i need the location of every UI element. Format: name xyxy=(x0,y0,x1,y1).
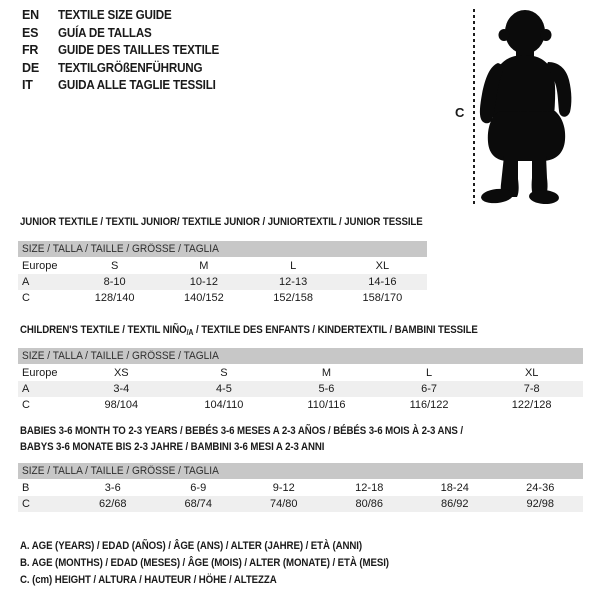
size-cell: S xyxy=(110,260,119,272)
size-cell: 12-13 xyxy=(279,276,308,288)
size-cell: 98/104 xyxy=(104,399,139,411)
size-table-babies xyxy=(18,463,583,512)
language-code: IT xyxy=(22,78,33,92)
language-title-list xyxy=(22,7,231,95)
size-cell: 122/128 xyxy=(511,399,552,411)
language-title: TEXTILGRÖßENFÜHRUNG xyxy=(58,60,203,75)
language-code: ES xyxy=(22,25,39,40)
size-cell: 12-18 xyxy=(355,482,384,494)
size-header-bar xyxy=(18,241,427,257)
row-label: B xyxy=(22,482,30,494)
row-label: C xyxy=(22,292,30,304)
size-cell: 7-8 xyxy=(523,383,540,395)
size-header-bar xyxy=(18,348,583,364)
language-code: EN xyxy=(22,8,39,22)
footnote-c: C. (cm) HEIGHT / ALTURA / HAUTEUR / HÖHE / ALTEZZA xyxy=(20,574,277,586)
size-cell: L xyxy=(426,367,433,379)
language-title: TEXTILE SIZE GUIDE xyxy=(58,8,172,22)
size-cell: 128/140 xyxy=(94,292,135,304)
row-label: Europe xyxy=(22,260,58,272)
footnote-a: A. AGE (YEARS) / EDAD (AÑOS) / ÂGE (ANS) / ALTER (JAHRE) / ETÀ (ANNI) xyxy=(20,540,363,552)
row-label: A xyxy=(22,383,30,395)
size-cell: 14-16 xyxy=(368,276,397,288)
baby-silhouette-icon xyxy=(478,8,574,208)
table-row-months xyxy=(18,480,583,496)
section-heading-babies xyxy=(20,423,463,455)
language-title: GUIDE DES TAILLES TEXTILE xyxy=(58,43,220,57)
table-row-europe xyxy=(18,365,583,381)
language-row-es xyxy=(22,25,231,43)
size-cell: M xyxy=(199,260,209,272)
row-label: A xyxy=(22,276,30,288)
size-cell: 62/68 xyxy=(98,498,127,510)
size-header-label: SIZE / TALLA / TAILLE / GRÖSSE / TAGLIA xyxy=(22,465,219,477)
language-row-de xyxy=(22,60,231,78)
language-code: DE xyxy=(22,60,39,75)
size-cell: 152/158 xyxy=(273,292,313,304)
height-dashed-line xyxy=(473,9,475,206)
size-cell: 5-6 xyxy=(318,383,335,395)
heading-line-1: BABIES 3-6 MONTH TO 2-3 YEARS / BEBÉS 3-6 MESES A 2-3 AÑOS / BÉBÉS 3-6 MOIS À 2-3 ANS / xyxy=(20,425,463,437)
size-cell: 86/92 xyxy=(440,498,469,510)
heading-line-2: BABYS 3-6 MONATE BIS 2-3 JAHRE / BAMBINI 3-6 MESI A 2-3 ANNI xyxy=(20,441,325,453)
height-label-c: C xyxy=(455,105,465,120)
row-label: C xyxy=(22,399,30,411)
size-table-junior xyxy=(18,241,427,306)
table-row-age xyxy=(18,274,427,290)
table-row-age xyxy=(18,381,583,397)
table-row-height xyxy=(18,496,583,512)
size-cell: 24-36 xyxy=(526,482,555,494)
section-heading-children xyxy=(20,322,478,339)
table-row-height xyxy=(18,397,583,413)
row-label: Europe xyxy=(22,367,58,379)
size-cell: 158/170 xyxy=(362,292,403,304)
size-cell: 74/80 xyxy=(269,498,298,510)
size-cell: XL xyxy=(524,367,539,379)
language-title: GUIDA ALLE TAGLIE TESSILI xyxy=(58,78,216,92)
size-cell: 110/116 xyxy=(307,399,346,411)
size-header-bar xyxy=(18,463,583,479)
size-cell: S xyxy=(220,367,228,379)
size-cell: 80/86 xyxy=(355,498,384,510)
size-cell: 140/152 xyxy=(183,292,224,304)
heading-subscript: /A xyxy=(186,328,194,337)
size-cell: 10-12 xyxy=(189,276,218,288)
size-cell: 6-7 xyxy=(421,383,438,395)
heading-text: / TEXTILE DES ENFANTS / KINDERTEXTIL / BAMBINI TESSILE xyxy=(193,324,478,336)
size-cell: 6-9 xyxy=(190,482,207,494)
size-cell: 116/122 xyxy=(409,399,449,411)
language-row-it xyxy=(22,77,231,95)
size-cell: M xyxy=(321,367,332,379)
language-code: FR xyxy=(22,43,39,57)
row-label: C xyxy=(22,498,30,510)
size-cell: 3-4 xyxy=(113,383,130,395)
language-row-en xyxy=(22,7,231,25)
size-header-label: SIZE / TALLA / TAILLE / GRÖSSE / TAGLIA xyxy=(22,350,219,362)
size-cell: XL xyxy=(375,260,390,272)
table-row-height xyxy=(18,290,427,306)
footnote-legend xyxy=(20,538,439,589)
language-title: GUÍA DE TALLAS xyxy=(58,25,152,40)
size-cell: 4-5 xyxy=(215,383,232,395)
footnote-b: B. AGE (MONTHS) / EDAD (MESES) / ÂGE (MOIS) / ALTER (MONATE) / ETÀ (MESI) xyxy=(20,557,389,569)
size-cell: 3-6 xyxy=(104,482,121,494)
size-cell: 8-10 xyxy=(103,276,126,288)
size-cell: 104/110 xyxy=(204,399,244,411)
size-cell: 18-24 xyxy=(440,482,469,494)
size-cell: 92/98 xyxy=(526,498,555,510)
language-row-fr xyxy=(22,42,231,60)
size-header-label: SIZE / TALLA / TAILLE / GRÖSSE / TAGLIA xyxy=(22,243,219,255)
size-table-children xyxy=(18,348,583,413)
size-cell: 9-12 xyxy=(272,482,295,494)
size-cell: XS xyxy=(113,367,129,379)
size-cell: 68/74 xyxy=(184,498,213,510)
section-heading-junior: JUNIOR TEXTILE / TEXTIL JUNIOR/ TEXTILE JUNIOR / JUNIORTEXTIL / JUNIOR TESSILE xyxy=(20,216,423,228)
heading-text: CHILDREN'S TEXTILE / TEXTIL NIÑO xyxy=(20,324,187,336)
table-row-europe xyxy=(18,258,427,274)
size-cell: L xyxy=(290,260,297,272)
